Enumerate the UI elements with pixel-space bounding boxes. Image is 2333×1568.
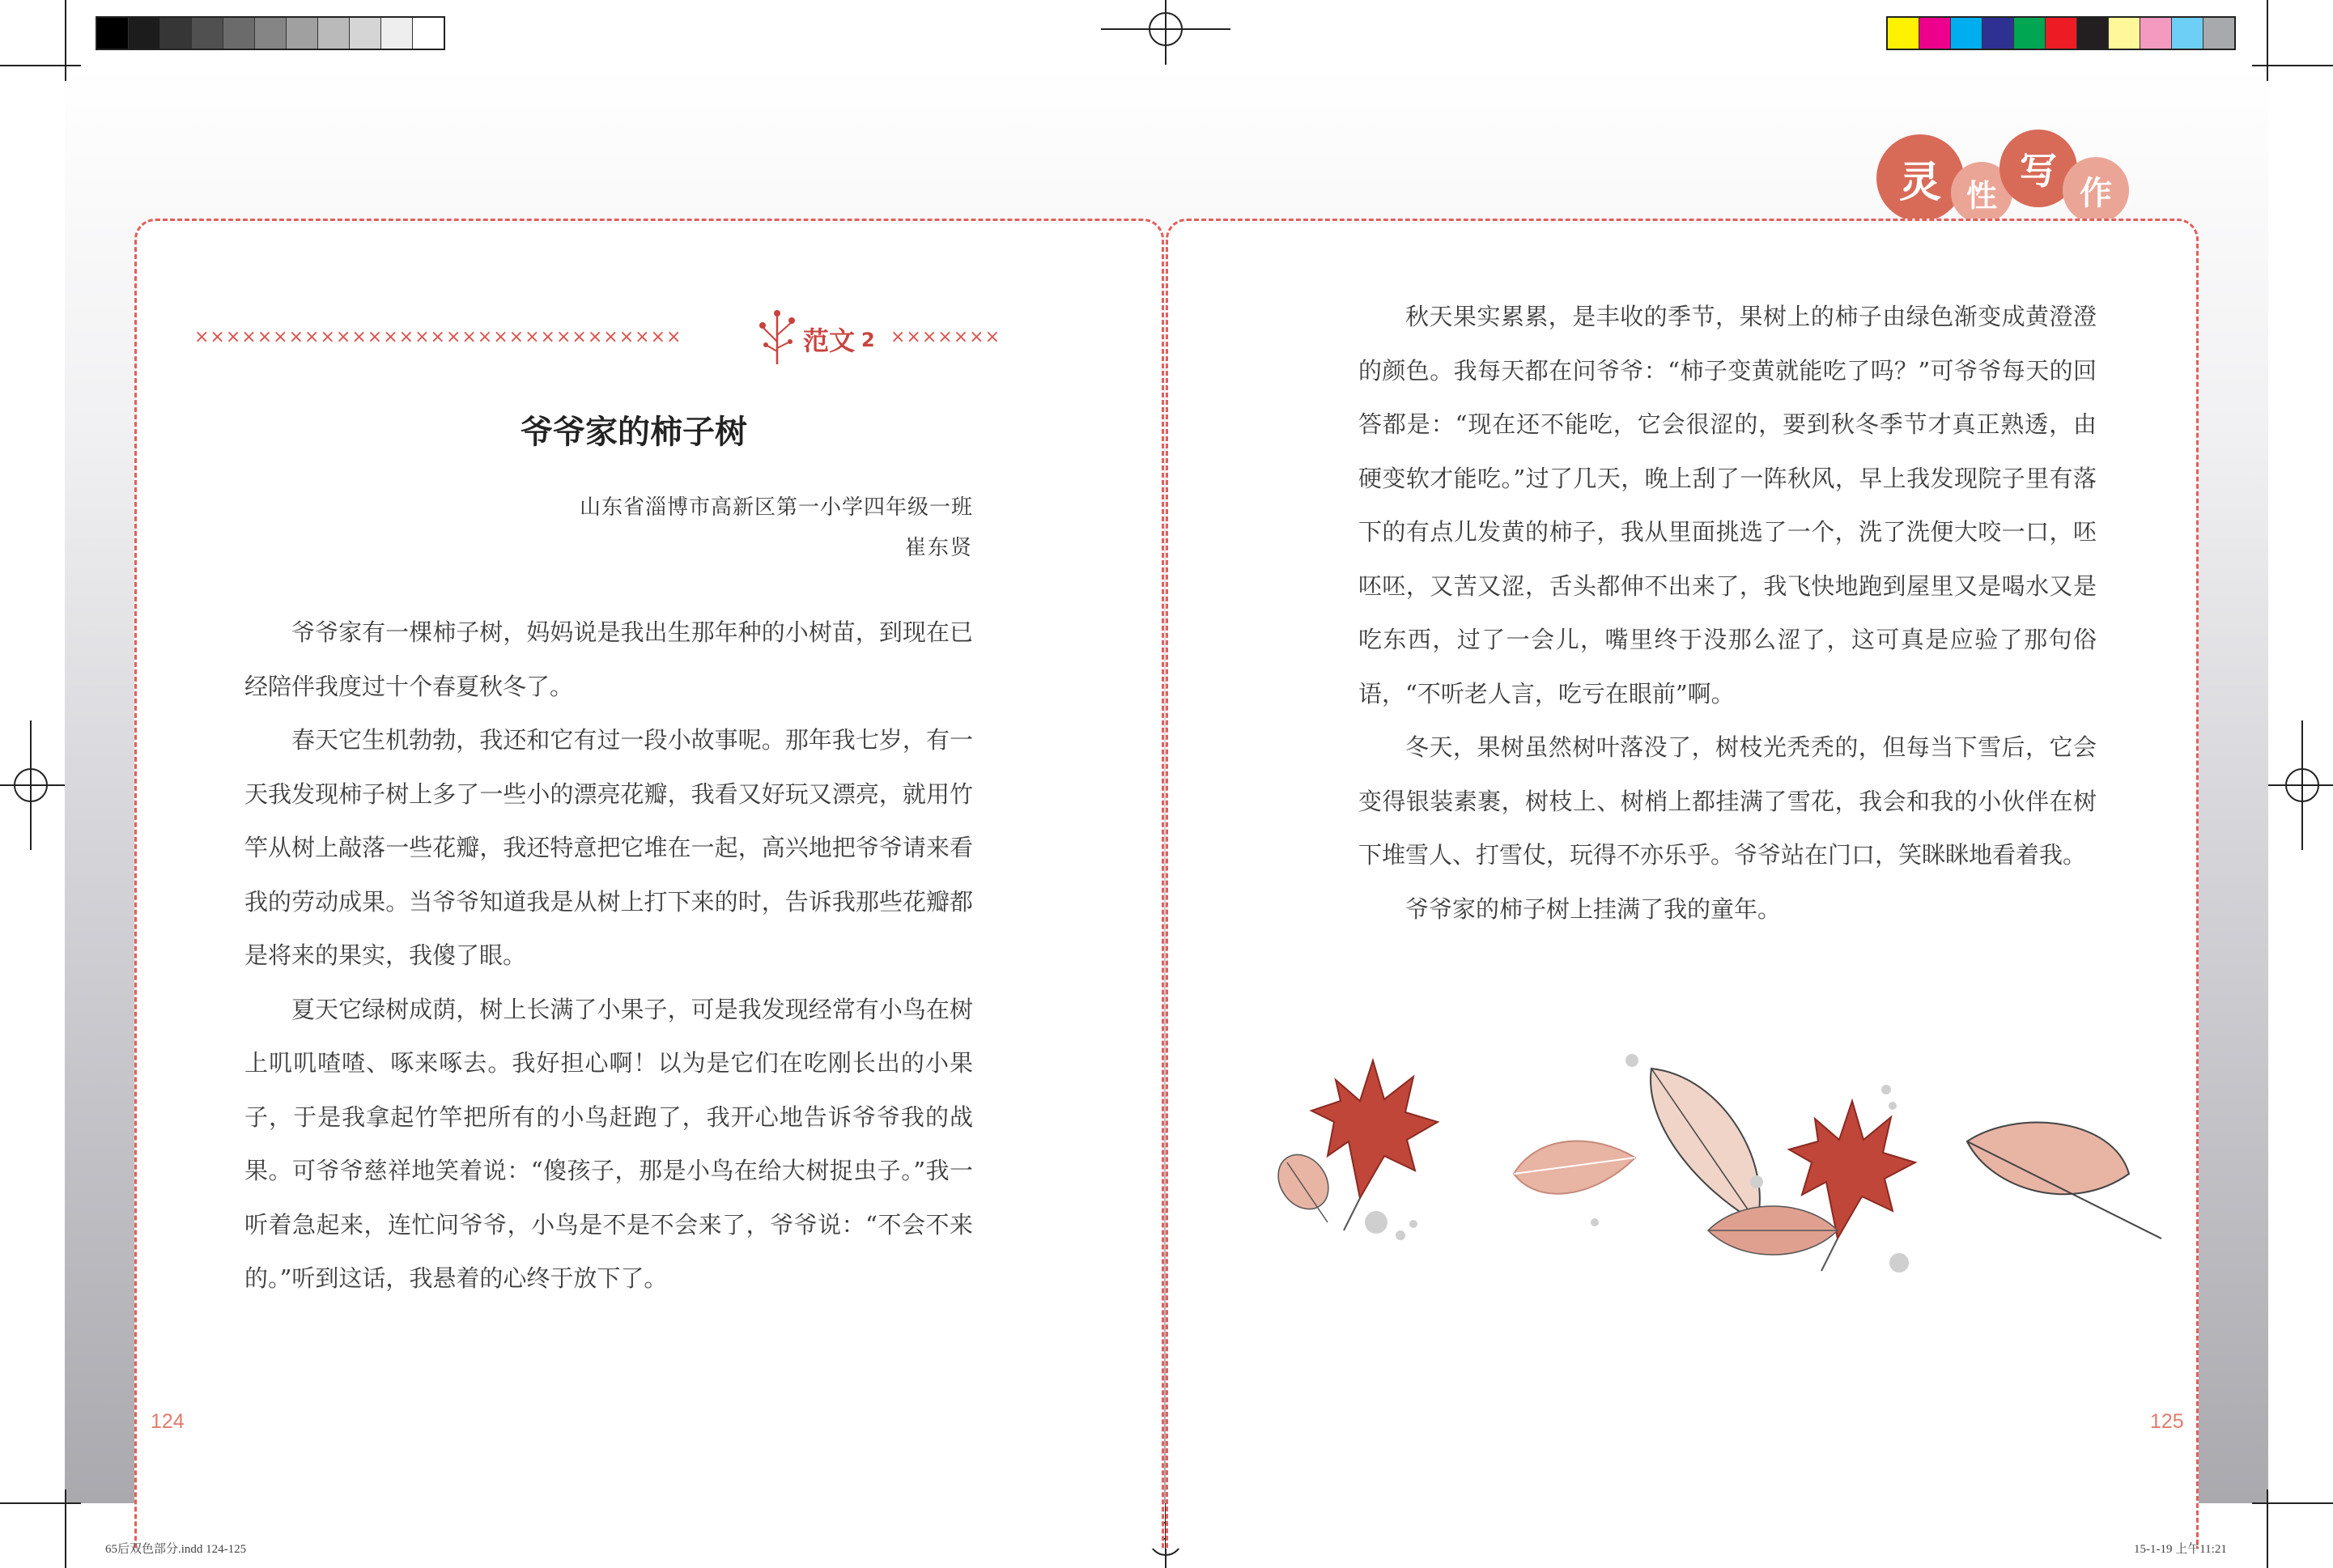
section-label: 范文 [803,325,856,356]
crop-mark [2252,65,2333,66]
color-swatch [1951,18,1982,49]
page-number-right: 125 [2150,1410,2184,1433]
right-body-text [1358,290,2097,936]
crop-mark [2267,0,2268,81]
crop-mark [0,65,81,66]
color-swatch [160,18,192,49]
section-label-bar [194,309,1020,366]
crop-mark [2252,1502,2333,1504]
color-swatch [1982,18,2014,49]
leaf-icon [1708,1206,1838,1255]
leaf-icon [1967,1123,2161,1239]
color-swatch [413,18,444,49]
color-swatch [2203,18,2234,49]
color-swatch [223,18,255,49]
section-header-bubbles [1870,130,2145,227]
print-slug-file: 65后双色部分.indd 124-125 [105,1543,247,1556]
color-swatch [2109,18,2140,49]
print-slug-date: 15-1-19 上午11:21 [2134,1543,2227,1556]
registration-mark-icon [0,720,65,850]
color-swatch [350,18,381,49]
tree-branch-icon [754,309,800,366]
header-char: 灵 [1876,134,1964,222]
autumn-leaves-illustration [1271,1044,2178,1303]
color-swatch [381,18,413,49]
section-number: 2 [861,329,875,351]
crop-mark [65,1489,66,1568]
cmyk-color-bar [1886,16,2236,50]
paragraph: 夏天它绿树成荫，树上长满了小果子，可是我发现经常有小鸟在树上叽叽喳喳、啄来啄去。我好担心啊！以为是它们在吃刚长出的小果子，于是我拿起竹竿把所有的小鸟赶跑了，我开心地告诉爷爷我的战果。可爷爷慈祥地笑着说：“傻孩子，那是小鸟在给大树捉虫子。”我一听着急起来，连忙问爷爷，小鸟是不是不会来了，爷爷说：“不会不来的。”听到这话，我悬着的心终于放下了。 [244,995,973,1292]
header-char: 作 [2063,157,2129,223]
color-swatch [255,18,287,49]
author-school: 山东省淄博市高新区第一小学四年级一班 [579,495,973,520]
gray-color-bar [96,16,445,50]
paragraph: 爷爷家的柿子树上挂满了我的童年。 [1405,894,1782,923]
color-swatch [192,18,223,49]
color-swatch [2046,18,2077,49]
registration-mark-icon [2268,720,2333,850]
paragraph: 冬天，果树虽然树叶落没了，树枝光秃秃的，但每当下雪后，它会变得银装素裹，树枝上、树梢上都挂满了雪花，我会和我的小伙伴在树下堆雪人、打雪仗，玩得不亦乐乎。爷爷站在门口，笑眯眯地看着我。 [1358,733,2097,869]
author-name: 崔东贤 [904,536,973,560]
page-number-left: 124 [151,1410,185,1433]
paragraph: 秋天果实累累，是丰收的季节，果树上的柿子由绿色渐变成黄澄澄的颜色。我每天都在问爷爷：“柿子变黄就能吃了吗？”可爷爷每天的回答都是：“现在还不能吃，它会很涩的，要到秋冬季节才真正熟透，由硬变软才能吃。”过了几天，晚上刮了一阵秋风，早上我发现院子里有落下的有点儿发黄的柿子，我从里面挑选了一个，洗了洗便大咬一口，呸呸呸，又苦又涩，舌头都伸不出来了，我飞快地跑到屋里又是喝水又是吃东西，过了一会儿，嘴里终于没那么涩了，这可真是应验了那句俗语，“不听老人言，吃亏在眼前”啊。 [1358,303,2097,708]
color-swatch [318,18,350,49]
essay-title: 爷爷家的柿子树 [521,414,747,451]
color-swatch [1888,18,1919,49]
crop-mark [2267,1489,2268,1568]
leaf-icon [1651,1069,1760,1222]
color-swatch [287,18,318,49]
crop-mark [0,1502,81,1504]
left-body-text [244,606,973,1306]
header-char: 写 [1999,130,2077,207]
color-swatch [2140,18,2172,49]
crop-mark [65,0,66,81]
color-swatch [2077,18,2109,49]
paragraph: 爷爷家有一棵柿子树，妈妈说是我出生那年种的小树苗，到现在已经陪伴我度过十个春夏秋冬了。 [244,618,973,700]
color-swatch [2014,18,2046,49]
registration-mark-icon [1101,0,1230,65]
color-swatch [1919,18,1951,49]
leaf-icon [1514,1141,1635,1194]
paragraph: 春天它生机勃勃，我还和它有过一段小故事呢。那年我七岁，有一天我发现柿子树上多了一些小的漂亮花瓣，我看又好玩又漂亮，就用竹竿从树上敲落一些花瓣，我还特意把它堆在一起，高兴地把爷爷请来看我的劳动成果。当爷爷知道我是从树上打下来的时，告诉我那些花瓣都是将来的果实，我傻了眼。 [244,726,973,969]
cross-stitch-divider: ××××××××××××××××××××××××××××××× [194,327,682,347]
color-swatch [97,18,129,49]
maple-leaf-icon [1311,1060,1438,1230]
color-swatch [129,18,160,49]
header-char: 性 [1951,162,2012,223]
leaf-icon [1271,1145,1339,1222]
color-swatch [2172,18,2203,49]
cross-stitch-divider: ××××××× [890,327,1001,347]
